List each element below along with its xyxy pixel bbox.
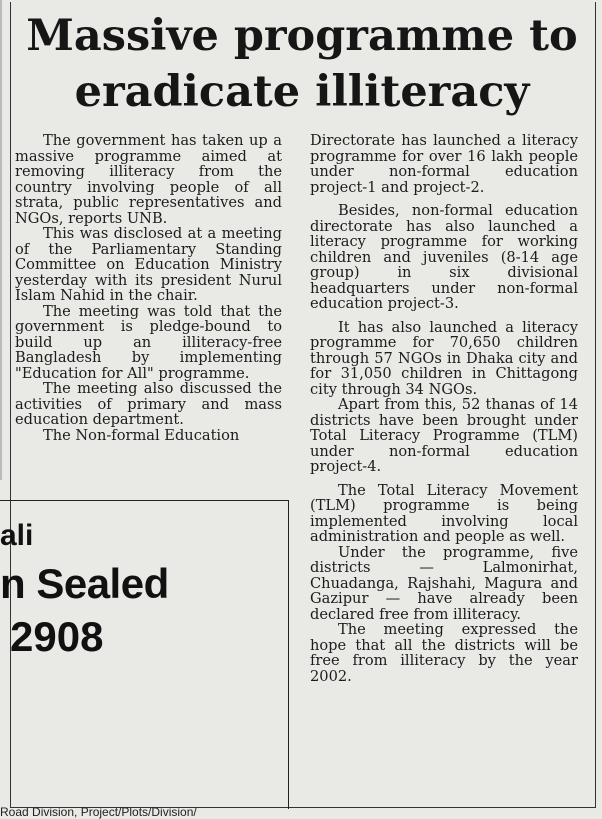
paragraph: Under the programme, five districts — Lalmonirhat, Chuadanga, Rajshahi, Magura and Gazipur — have already been declared free from illiteracy.	[310, 543, 578, 623]
paragraph: The meeting also discussed the activities of primary and mass education department.	[15, 380, 282, 428]
paragraph-continued: Directorate has launched a literacy programme for over 16 lakh people under non-formal education project-1 and project-2.	[310, 132, 578, 196]
headline-line-2: eradicate illiteracy	[74, 67, 530, 117]
article-column-1	[15, 133, 282, 443]
paragraph: The Total Literacy Movement (TLM) programme is being implemented involving local administration and people as well.	[310, 481, 578, 545]
paragraph: Besides, non-formal education directorate has also launched a literacy programme for working children and juveniles (8-14 age group) in six divisional headquarters under non-formal education project-3.	[310, 202, 578, 312]
paragraph: The Non-formal Education	[43, 426, 240, 444]
ad-number: 2908	[10, 613, 104, 660]
column-rule	[0, 0, 2, 480]
article-column-2	[310, 133, 578, 684]
paragraph: The meeting expressed the hope that all the districts will be free from illiteracy by the year 2002.	[310, 621, 578, 685]
ad-footer-text: Road Division, Project/Plots/Division/	[0, 805, 197, 819]
paragraph: Apart from this, 52 thanas of 14 districts have been brought under Total Literacy Programme (TLM) under non-formal education project-4.	[310, 396, 578, 475]
headline-line-1: Massive programme to	[26, 11, 578, 61]
paragraph: The government has taken up a massive programme aimed at removing illiteracy from the country involving people of all strata, public representatives and NGOs, reports UNB.	[15, 132, 282, 227]
article-headline	[12, 8, 592, 120]
paragraph: It has also launched a literacy programme for 70,650 children through 57 NGOs in Dhaka city and for 31,050 children in Chittagong city through 34 NGOs.	[310, 318, 578, 398]
paragraph: This was disclosed at a meeting of the Parliamentary Standing Committee on Education Ministry yesterday with its president Nurul Islam Nahid in the chair.	[15, 225, 282, 304]
paragraph: The meeting was told that the government is pledge-bound to build up an illiteracy-free Bangladesh by implementing "Education for All" programme.	[15, 302, 282, 382]
ad-text-fragment: ali	[0, 519, 34, 552]
ad-heading-fragment: n Sealed	[0, 560, 169, 607]
